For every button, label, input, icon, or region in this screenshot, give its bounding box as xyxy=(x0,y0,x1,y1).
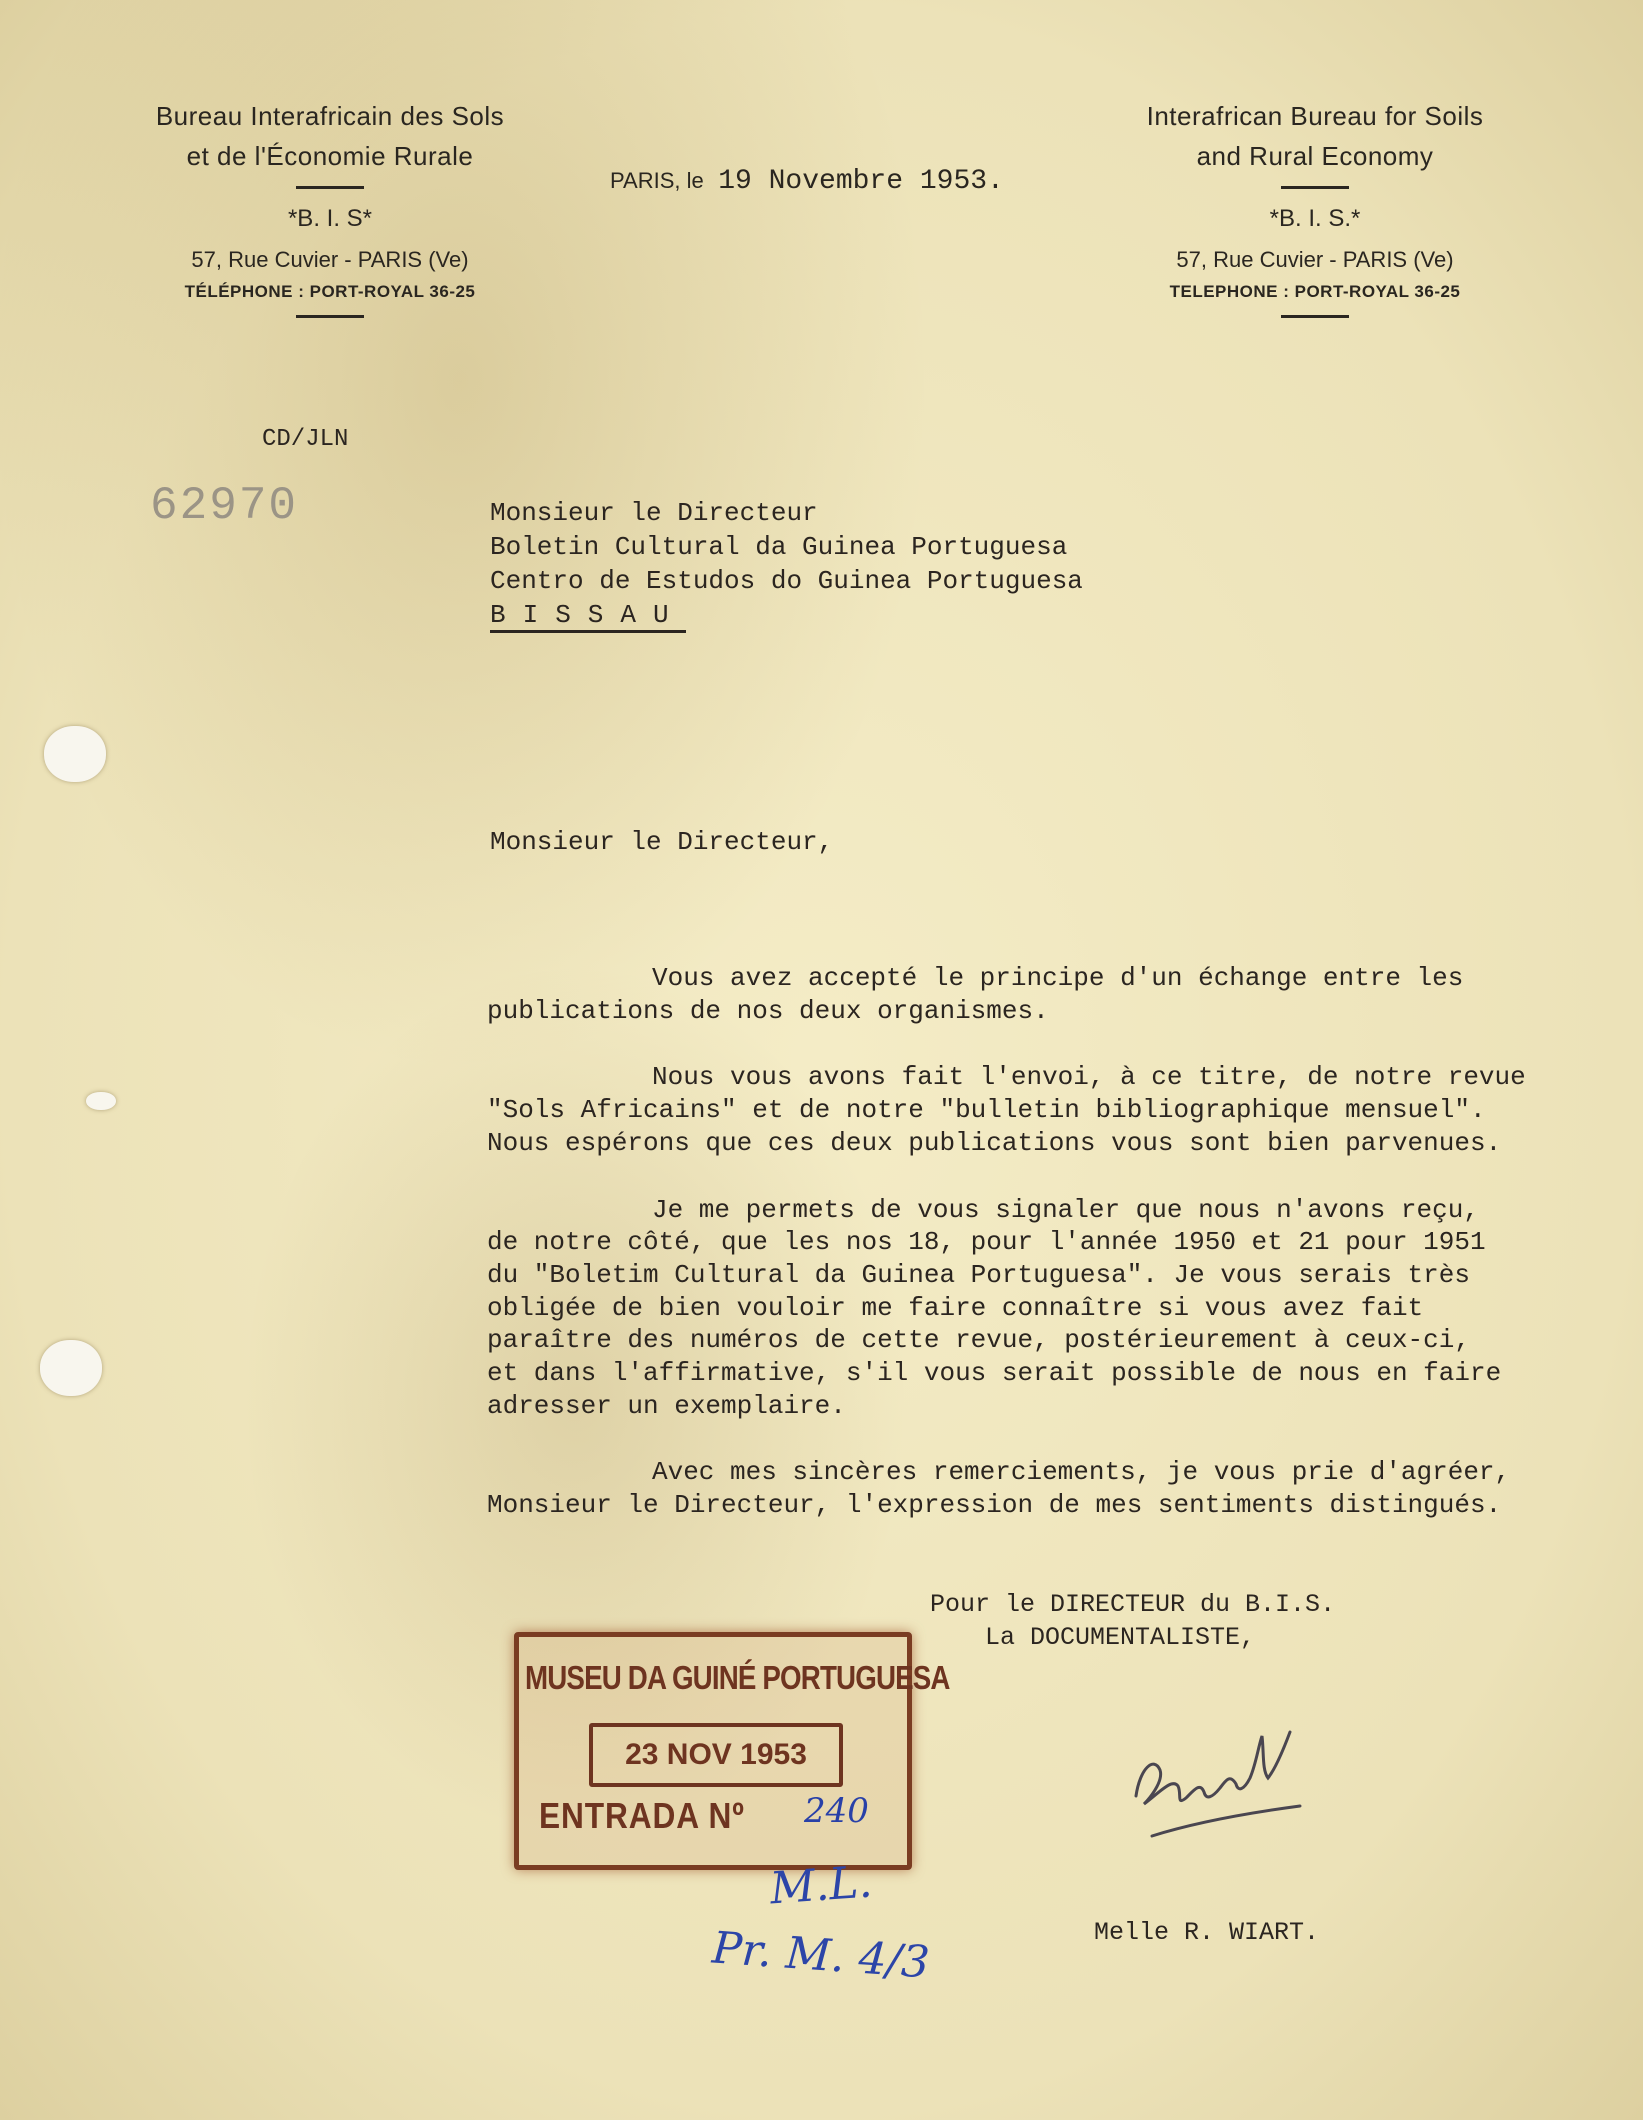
reference-code: CD/JLN xyxy=(262,426,349,453)
stamp-entrada-label: ENTRADA Nº xyxy=(539,1795,745,1836)
recipient-line: Centro de Estudos do Guinea Portuguesa xyxy=(490,566,1083,596)
letterhead-divider xyxy=(296,186,364,189)
handwritten-note-reference: Pr. M. 4/3 xyxy=(710,1922,932,1989)
letterhead-telephone: TELEPHONE : PORT-ROYAL 36-25 xyxy=(1169,282,1461,301)
letterhead-name-line1: Bureau Interafricain des Sols xyxy=(155,101,505,131)
letterhead-name-line2: and Rural Economy xyxy=(1196,141,1434,171)
body-line: "Sols Africains" et de notre "bulletin bibliographique mensuel". xyxy=(487,1095,1486,1126)
letter-body xyxy=(487,962,1607,1556)
letterhead-french xyxy=(100,96,560,330)
body-line: Nous vous avons fait l'envoi, à ce titre, de notre revue xyxy=(652,1062,1526,1093)
body-line: et dans l'affirmative, s'il vous serait possible de nous en faire xyxy=(487,1358,1502,1389)
paragraph xyxy=(487,1194,1607,1423)
stamp-date: 23 NOV 1953 xyxy=(589,1723,843,1787)
letterhead-telephone: TÉLÉPHONE : PORT-ROYAL 36-25 xyxy=(184,282,476,301)
receipt-stamp xyxy=(514,1632,950,1870)
recipient-address xyxy=(490,496,1083,633)
dateline xyxy=(610,166,1004,197)
body-line: paraître des numéros de cette revue, postérieurement à ceux-ci, xyxy=(487,1325,1470,1356)
body-line: de notre côté, que les nos 18, pour l'année 1950 et 21 pour 1951 xyxy=(487,1227,1486,1258)
letterhead-divider xyxy=(1281,315,1349,318)
body-line: du "Boletim Cultural da Guinea Portuguesa". Je vous serais très xyxy=(487,1259,1470,1290)
punch-hole-bottom xyxy=(40,1340,102,1396)
letterhead-divider xyxy=(296,315,364,318)
closing xyxy=(930,1588,1335,1654)
letterhead-english xyxy=(1080,96,1550,330)
closing-line: Pour le DIRECTEUR du B.I.S. xyxy=(930,1590,1336,1619)
body-line: Monsieur le Directeur, l'expression de mes sentiments distingués. xyxy=(487,1490,1502,1521)
body-line: publications de nos deux organismes. xyxy=(487,995,1049,1026)
punch-hole-top xyxy=(44,726,106,782)
body-line: adresser un exemplaire. xyxy=(487,1390,846,1421)
letterhead-abbreviation: *B. I. S* xyxy=(287,205,373,232)
paragraph xyxy=(487,962,1607,1027)
recipient-city: BISSAU xyxy=(490,600,686,633)
salutation: Monsieur le Directeur, xyxy=(490,827,834,857)
handwritten-note-initials: M.L. xyxy=(768,1856,874,1915)
recipient-line: Monsieur le Directeur xyxy=(490,498,818,528)
body-line: Vous avez accepté le principe d'un échange entre les xyxy=(652,963,1464,993)
letterhead-divider xyxy=(1281,186,1349,189)
recipient-line: Boletin Cultural da Guinea Portuguesa xyxy=(490,532,1068,562)
body-line: Avec mes sincères remerciements, je vous prie d'agréer, xyxy=(652,1457,1511,1488)
body-line: Nous espérons que ces deux publications vous sont bien parvenues. xyxy=(487,1127,1502,1158)
handwritten-signature xyxy=(1130,1708,1330,1858)
paragraph xyxy=(487,1456,1607,1521)
letterhead-address: 57, Rue Cuvier - PARIS (Ve) xyxy=(191,247,469,272)
paragraph xyxy=(487,1061,1607,1159)
letterhead-abbreviation: *B. I. S.* xyxy=(1269,205,1361,232)
date-place: PARIS, le xyxy=(610,168,704,193)
stamp-entry-number: 240 xyxy=(804,1791,869,1831)
stamp-museum-name: MUSEU DA GUINÉ PORTUGUESA xyxy=(525,1659,950,1696)
punch-hole-middle xyxy=(86,1092,116,1110)
letterhead-address: 57, Rue Cuvier - PARIS (Ve) xyxy=(1176,247,1454,272)
letterhead-name-line1: Interafrican Bureau for Soils xyxy=(1146,101,1484,131)
closing-line: La DOCUMENTALISTE, xyxy=(985,1623,1256,1652)
registry-number: 62970 xyxy=(150,480,299,532)
signatory-name: Melle R. WIART. xyxy=(1094,1918,1320,1947)
body-line: Je me permets de vous signaler que nous n'avons reçu, xyxy=(652,1194,1479,1225)
letterhead-name-line2: et de l'Économie Rurale xyxy=(186,141,474,171)
letter-date: 19 Novembre 1953. xyxy=(718,166,1004,197)
body-line: obligée de bien vouloir me faire connaître si vous avez fait xyxy=(487,1292,1424,1323)
